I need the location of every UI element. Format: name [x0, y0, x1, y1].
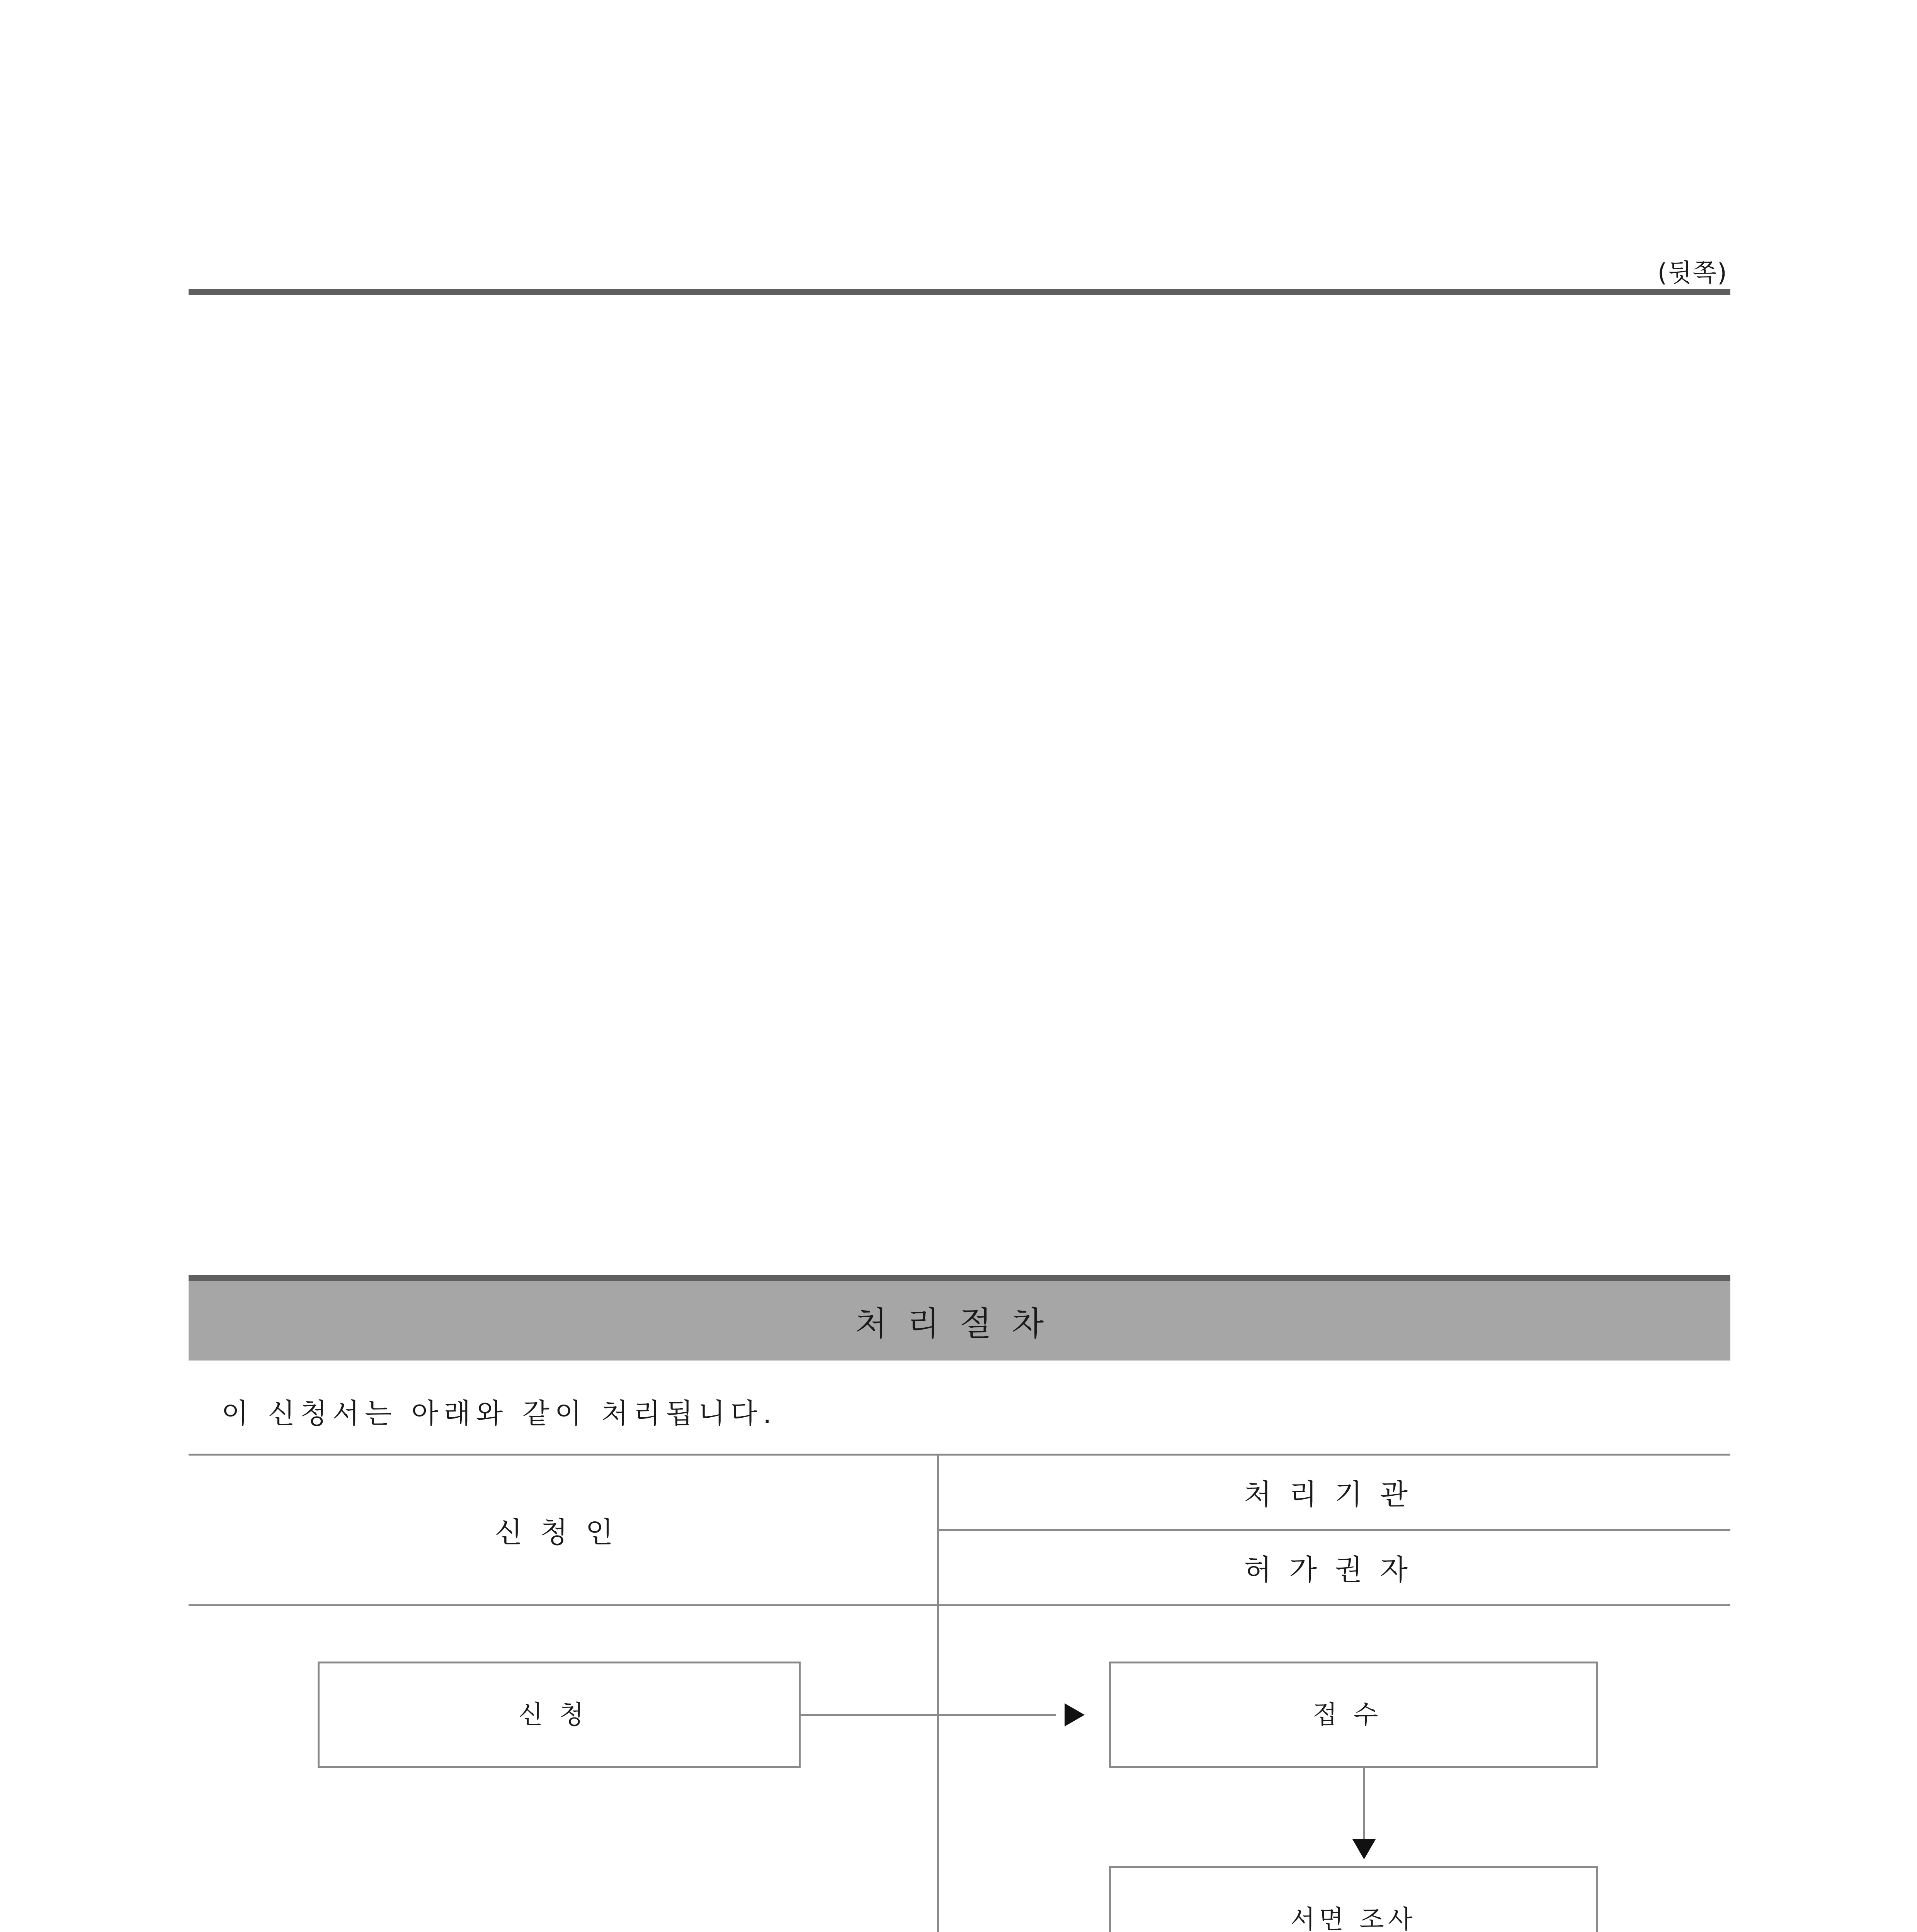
apply-to-receive-connector	[801, 1714, 1056, 1716]
receive-box: 접수	[1109, 1662, 1598, 1768]
apply-box: 신청	[318, 1662, 801, 1768]
document-review-box: 서면 조사	[1109, 1866, 1598, 1932]
authority-column-header: 허가권자	[1244, 1553, 1425, 1587]
arrow-down-icon	[1352, 1839, 1376, 1859]
section-header: 처리절차	[189, 1275, 1730, 1361]
header-bottom-border	[189, 1604, 1730, 1606]
intro-text: 이 신청서는 아래와 같이 처리됩니다.	[221, 1397, 777, 1430]
page-side-label: (뒷쪽)	[1657, 259, 1728, 287]
top-divider	[189, 289, 1730, 295]
receive-to-review-connector	[1363, 1768, 1365, 1839]
agency-column-header: 처리기관	[1244, 1478, 1425, 1511]
applicant-column-header: 신청인	[495, 1515, 631, 1549]
arrow-right-icon	[1065, 1703, 1085, 1726]
